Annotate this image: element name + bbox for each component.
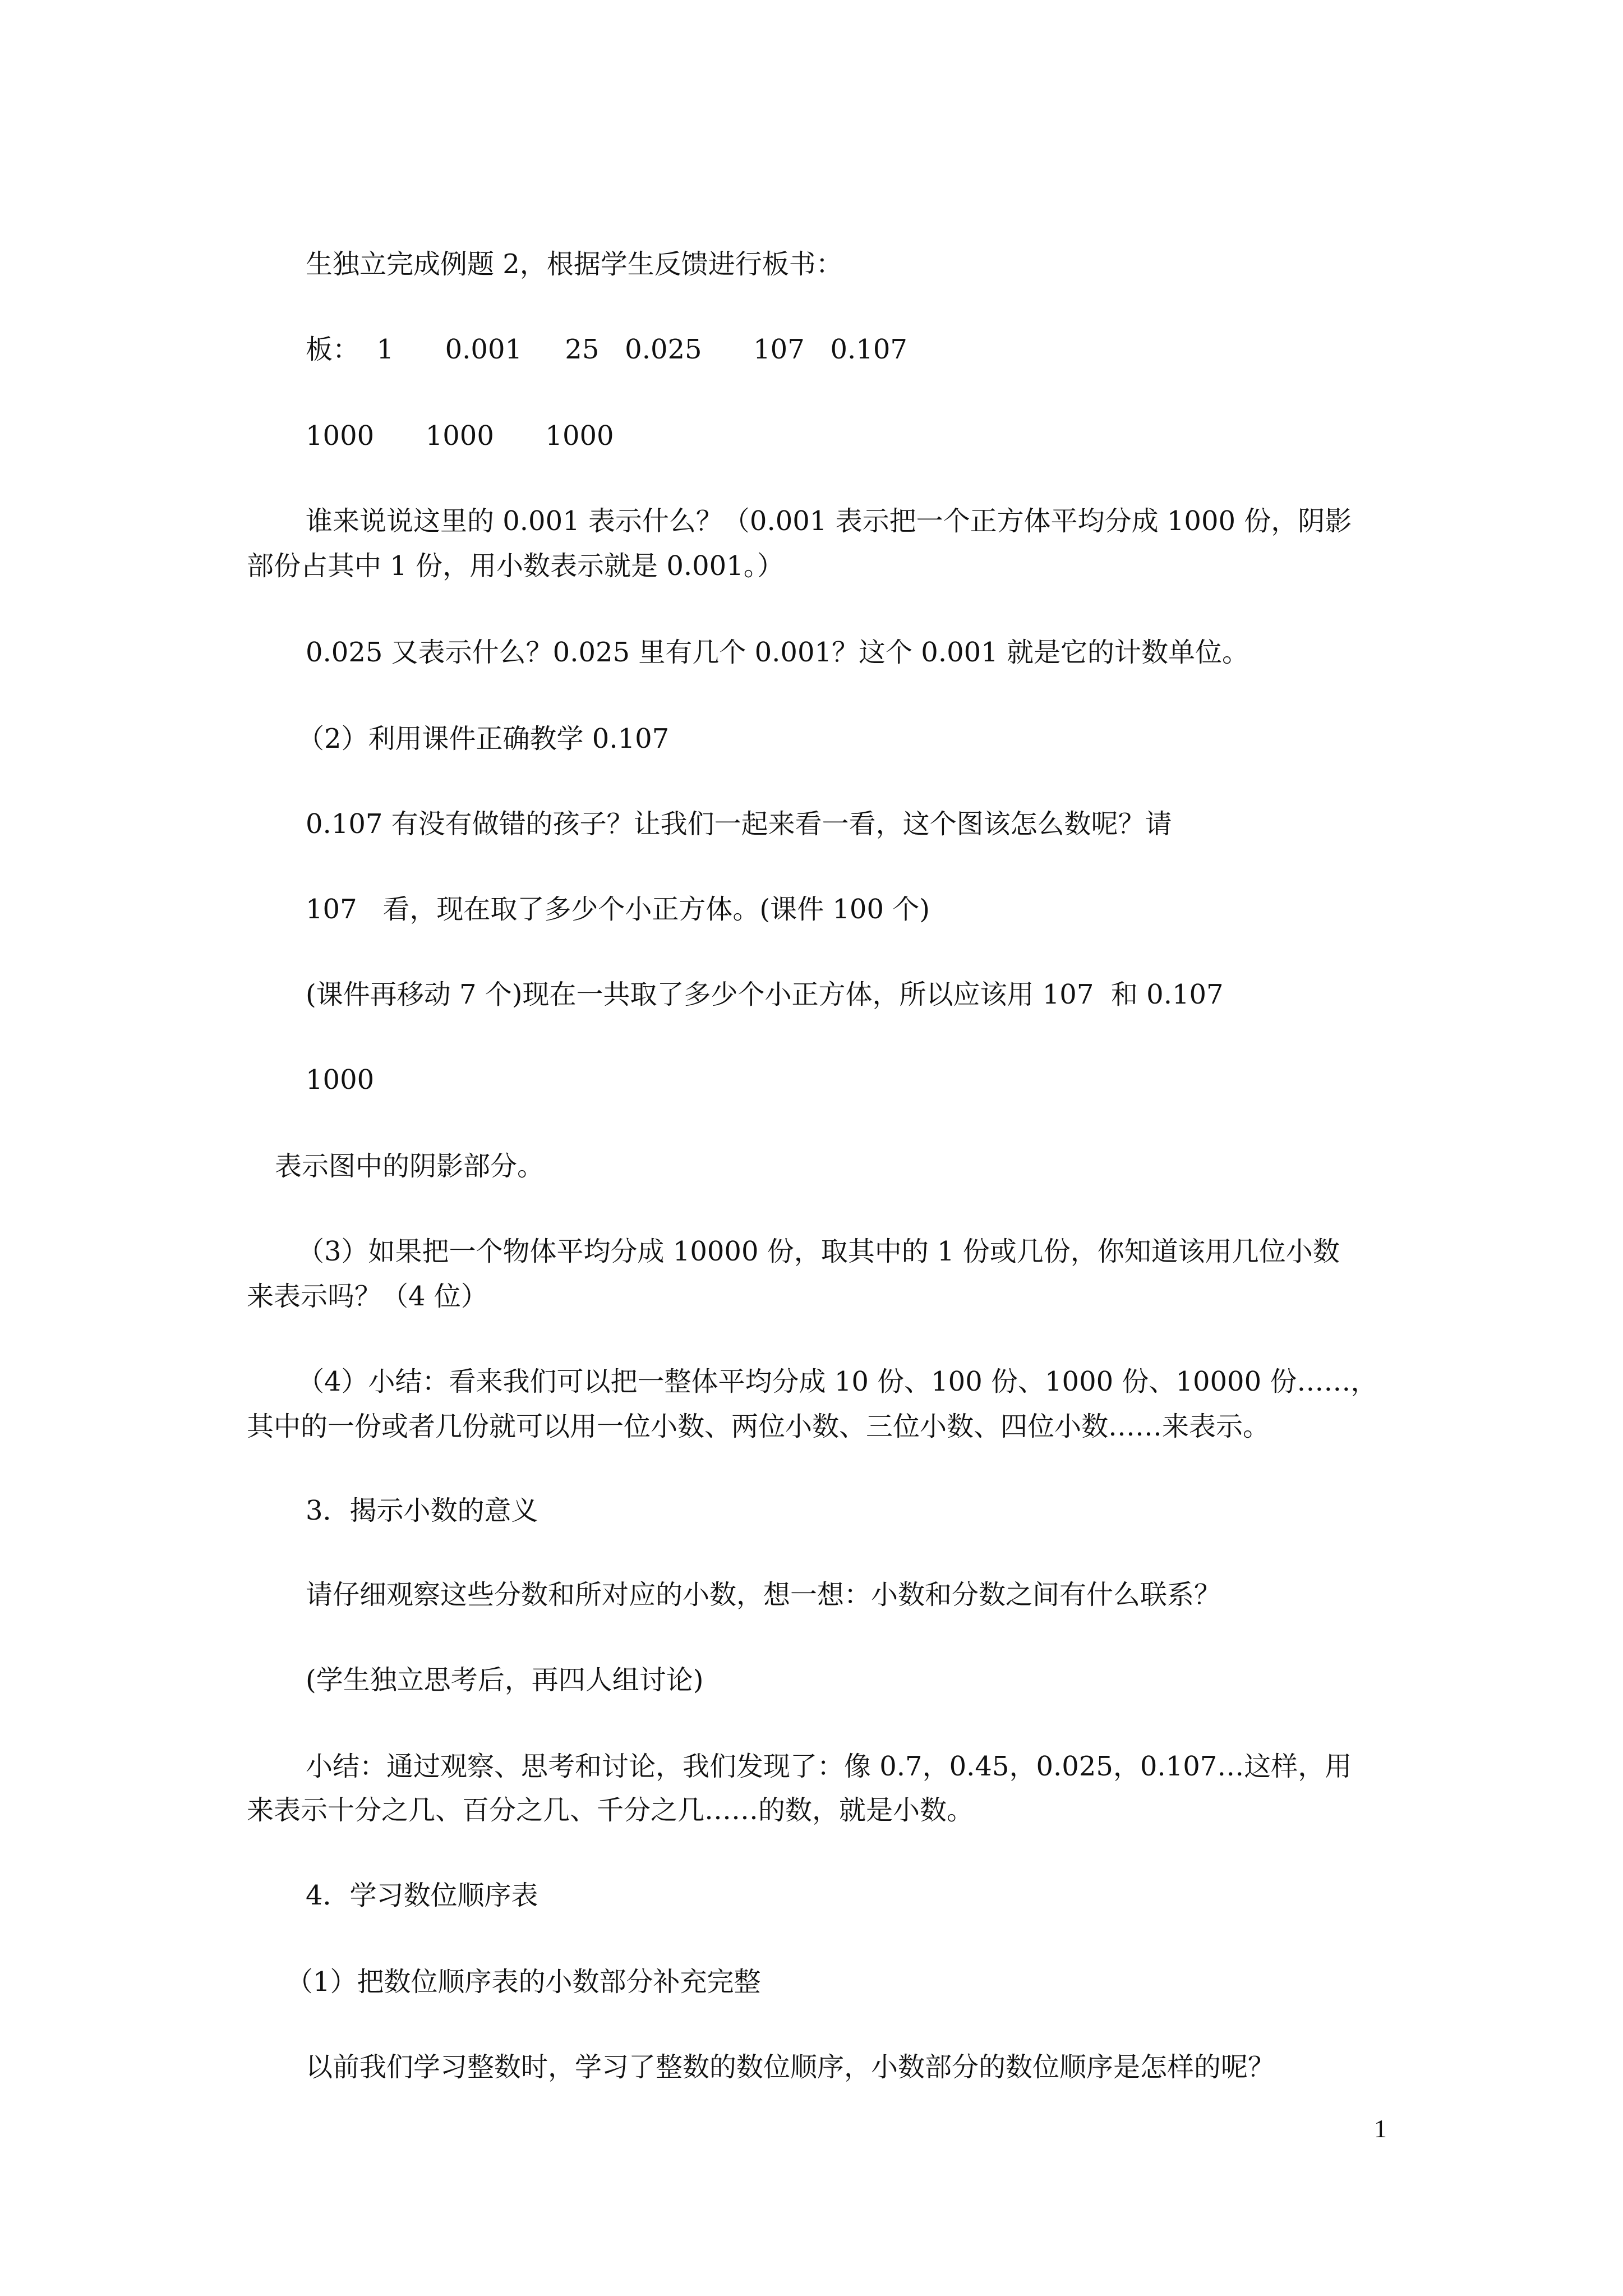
text-line: 生独立完成例题 2，根据学生反馈进行板书： — [306, 249, 843, 280]
text-line: （3）如果把一个物体平均分成 10000 份，取其中的 1 份或几份，你知道该用几位小数 — [297, 1236, 1340, 1267]
section-heading: 4．学习数位顺序表 — [306, 1880, 538, 1911]
text-line: （4）小结：看来我们可以把一整体平均分成 10 份、100 份、1000 份、10000 份……， — [297, 1366, 1378, 1397]
text-line: 请仔细观察这些分数和所对应的小数，想一想：小数和分数之间有什么联系？ — [306, 1579, 1221, 1611]
text-line: （2）利用课件正确教学 0.107 — [297, 723, 670, 754]
text-line: (学生独立思考后，再四人组讨论) — [306, 1664, 704, 1696]
text-line: 0.025 又表示什么？0.025 里有几个 0.001？这个 0.001 就是它的计数单位。 — [306, 637, 1249, 668]
page-number: 1 — [1374, 2114, 1387, 2143]
text-line: 部份占其中 1 份，用小数表示就是 0.001。） — [247, 550, 784, 582]
text-line: 来表示吗？（4 位） — [247, 1281, 488, 1312]
board-line-numerators: 板： 1 0.001 25 0.025 107 0.107 — [306, 334, 907, 365]
text-line: 其中的一份或者几份就可以用一位小数、两位小数、三位小数、四位小数……来表示。 — [247, 1411, 1270, 1442]
text-line: 小结：通过观察、思考和讨论，我们发现了：像 0.7，0.45，0.025，0.107…这样，用 — [306, 1751, 1352, 1782]
text-line: 107 看，现在取了多少个小正方体。(课件 100 个) — [306, 894, 930, 925]
text-line: （1）把数位顺序表的小数部分补充完整 — [286, 1966, 761, 1998]
text-line: (课件再移动 7 个)现在一共取了多少个小正方体，所以应该用 107 和 0.107 — [306, 979, 1224, 1010]
text-line: 谁来说说这里的 0.001 表示什么？（0.001 表示把一个正方体平均分成 1000 份，阴影 — [306, 505, 1352, 537]
section-heading: 3．揭示小数的意义 — [306, 1495, 538, 1526]
text-line: 0.107 有没有做错的孩子？让我们一起来看一看，这个图该怎么数呢？请 — [306, 808, 1172, 840]
fraction-denominator: 1000 — [306, 1064, 375, 1096]
board-line-denominators: 1000 1000 1000 — [306, 420, 614, 452]
text-line: 表示图中的阴影部分。 — [275, 1151, 545, 1182]
text-line: 来表示十分之几、百分之几、千分之几……的数，就是小数。 — [247, 1795, 974, 1826]
text-line: 以前我们学习整数时，学习了整数的数位顺序，小数部分的数位顺序是怎样的呢？ — [306, 2051, 1275, 2083]
